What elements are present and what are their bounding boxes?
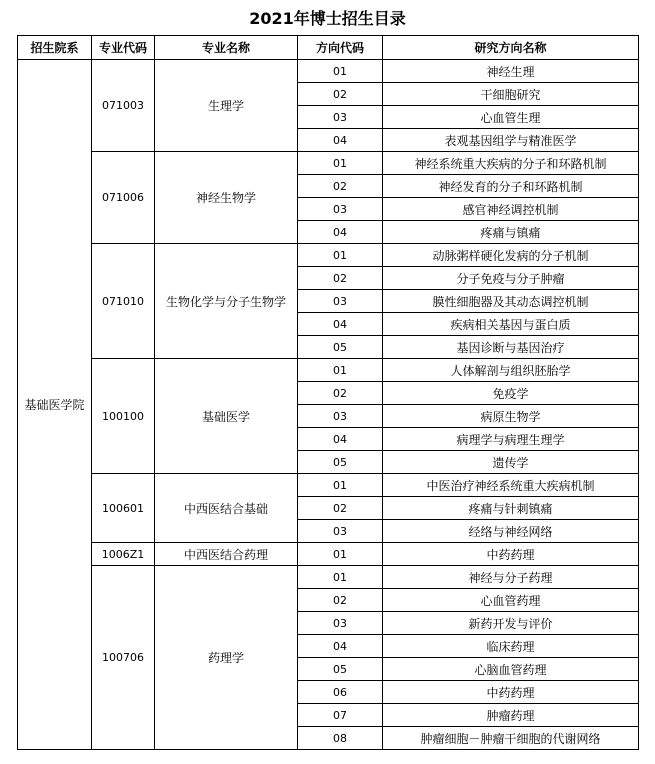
major-name-cell: 药理学 [155,566,298,750]
direction-code-cell: 01 [298,60,383,83]
direction-code-cell: 02 [298,589,383,612]
direction-name-cell: 膜性细胞器及其动态调控机制 [383,290,639,313]
direction-code-cell: 05 [298,451,383,474]
direction-code-cell: 08 [298,727,383,750]
major-name-cell: 神经生物学 [155,152,298,244]
direction-code-cell: 01 [298,244,383,267]
direction-name-cell: 中药药理 [383,543,639,566]
direction-name-cell: 心血管生理 [383,106,639,129]
direction-name-cell: 分子免疫与分子肿瘤 [383,267,639,290]
major-code-cell: 100100 [92,359,155,474]
header-direction-code: 方向代码 [298,36,383,60]
direction-code-cell: 02 [298,382,383,405]
major-name-cell: 中西医结合药理 [155,543,298,566]
direction-name-cell: 新药开发与评价 [383,612,639,635]
direction-name-cell: 人体解剖与组织胚胎学 [383,359,639,382]
direction-code-cell: 01 [298,474,383,497]
major-code-cell: 1006Z1 [92,543,155,566]
direction-code-cell: 01 [298,543,383,566]
direction-name-cell: 疼痛与镇痛 [383,221,639,244]
direction-code-cell: 02 [298,175,383,198]
major-name-cell: 生理学 [155,60,298,152]
major-name-cell: 中西医结合基础 [155,474,298,543]
direction-name-cell: 表观基因组学与精准医学 [383,129,639,152]
direction-name-cell: 遗传学 [383,451,639,474]
direction-name-cell: 病理学与病理生理学 [383,428,639,451]
table-body [18,60,639,750]
direction-name-cell: 疾病相关基因与蛋白质 [383,313,639,336]
header-direction-name: 研究方向名称 [383,36,639,60]
direction-code-cell: 05 [298,336,383,359]
major-code-cell: 071003 [92,60,155,152]
table-row [18,566,639,589]
page-title: 2021年博士招生目录 [249,9,406,28]
table-row [18,152,639,175]
table-row [18,359,639,382]
major-code-cell: 071010 [92,244,155,359]
direction-code-cell: 04 [298,428,383,451]
major-code-cell: 071006 [92,152,155,244]
direction-name-cell: 中医治疗神经系统重大疾病机制 [383,474,639,497]
direction-name-cell: 肿瘤药理 [383,704,639,727]
direction-code-cell: 05 [298,658,383,681]
header-department: 招生院系 [18,36,92,60]
major-code-cell: 100706 [92,566,155,750]
header-major-code: 专业代码 [92,36,155,60]
table-row [18,543,639,566]
direction-name-cell: 神经与分子药理 [383,566,639,589]
direction-name-cell: 干细胞研究 [383,83,639,106]
direction-code-cell: 04 [298,129,383,152]
direction-name-cell: 动脉粥样硬化发病的分子机制 [383,244,639,267]
direction-code-cell: 06 [298,681,383,704]
direction-code-cell: 04 [298,635,383,658]
header-major-name: 专业名称 [155,36,298,60]
table-row [18,474,639,497]
direction-code-cell: 03 [298,198,383,221]
major-name-cell: 基础医学 [155,359,298,474]
direction-code-cell: 02 [298,83,383,106]
major-code-cell: 100601 [92,474,155,543]
direction-code-cell: 02 [298,497,383,520]
direction-code-cell: 03 [298,290,383,313]
direction-name-cell: 疼痛与针刺镇痛 [383,497,639,520]
direction-name-cell: 临床药理 [383,635,639,658]
direction-code-cell: 01 [298,566,383,589]
table-row [18,60,639,83]
direction-name-cell: 感官神经调控机制 [383,198,639,221]
direction-name-cell: 基因诊断与基因治疗 [383,336,639,359]
direction-code-cell: 03 [298,106,383,129]
table-row [18,244,639,267]
direction-name-cell: 病原生物学 [383,405,639,428]
direction-name-cell: 心脑血管药理 [383,658,639,681]
direction-code-cell: 01 [298,359,383,382]
direction-code-cell: 04 [298,221,383,244]
department-cell: 基础医学院 [18,60,92,750]
direction-code-cell: 04 [298,313,383,336]
direction-code-cell: 03 [298,405,383,428]
direction-code-cell: 01 [298,152,383,175]
direction-name-cell: 神经发育的分子和环路机制 [383,175,639,198]
direction-code-cell: 03 [298,520,383,543]
direction-name-cell: 肿瘤细胞－肿瘤干细胞的代谢网络 [383,727,639,750]
catalog-table [17,35,639,750]
direction-name-cell: 神经系统重大疾病的分子和环路机制 [383,152,639,175]
direction-code-cell: 07 [298,704,383,727]
direction-name-cell: 免疫学 [383,382,639,405]
direction-name-cell: 经络与神经网络 [383,520,639,543]
direction-name-cell: 神经生理 [383,60,639,83]
header-row [18,36,639,60]
direction-code-cell: 02 [298,267,383,290]
direction-code-cell: 03 [298,612,383,635]
direction-name-cell: 中药药理 [383,681,639,704]
direction-name-cell: 心血管药理 [383,589,639,612]
major-name-cell: 生物化学与分子生物学 [155,244,298,359]
